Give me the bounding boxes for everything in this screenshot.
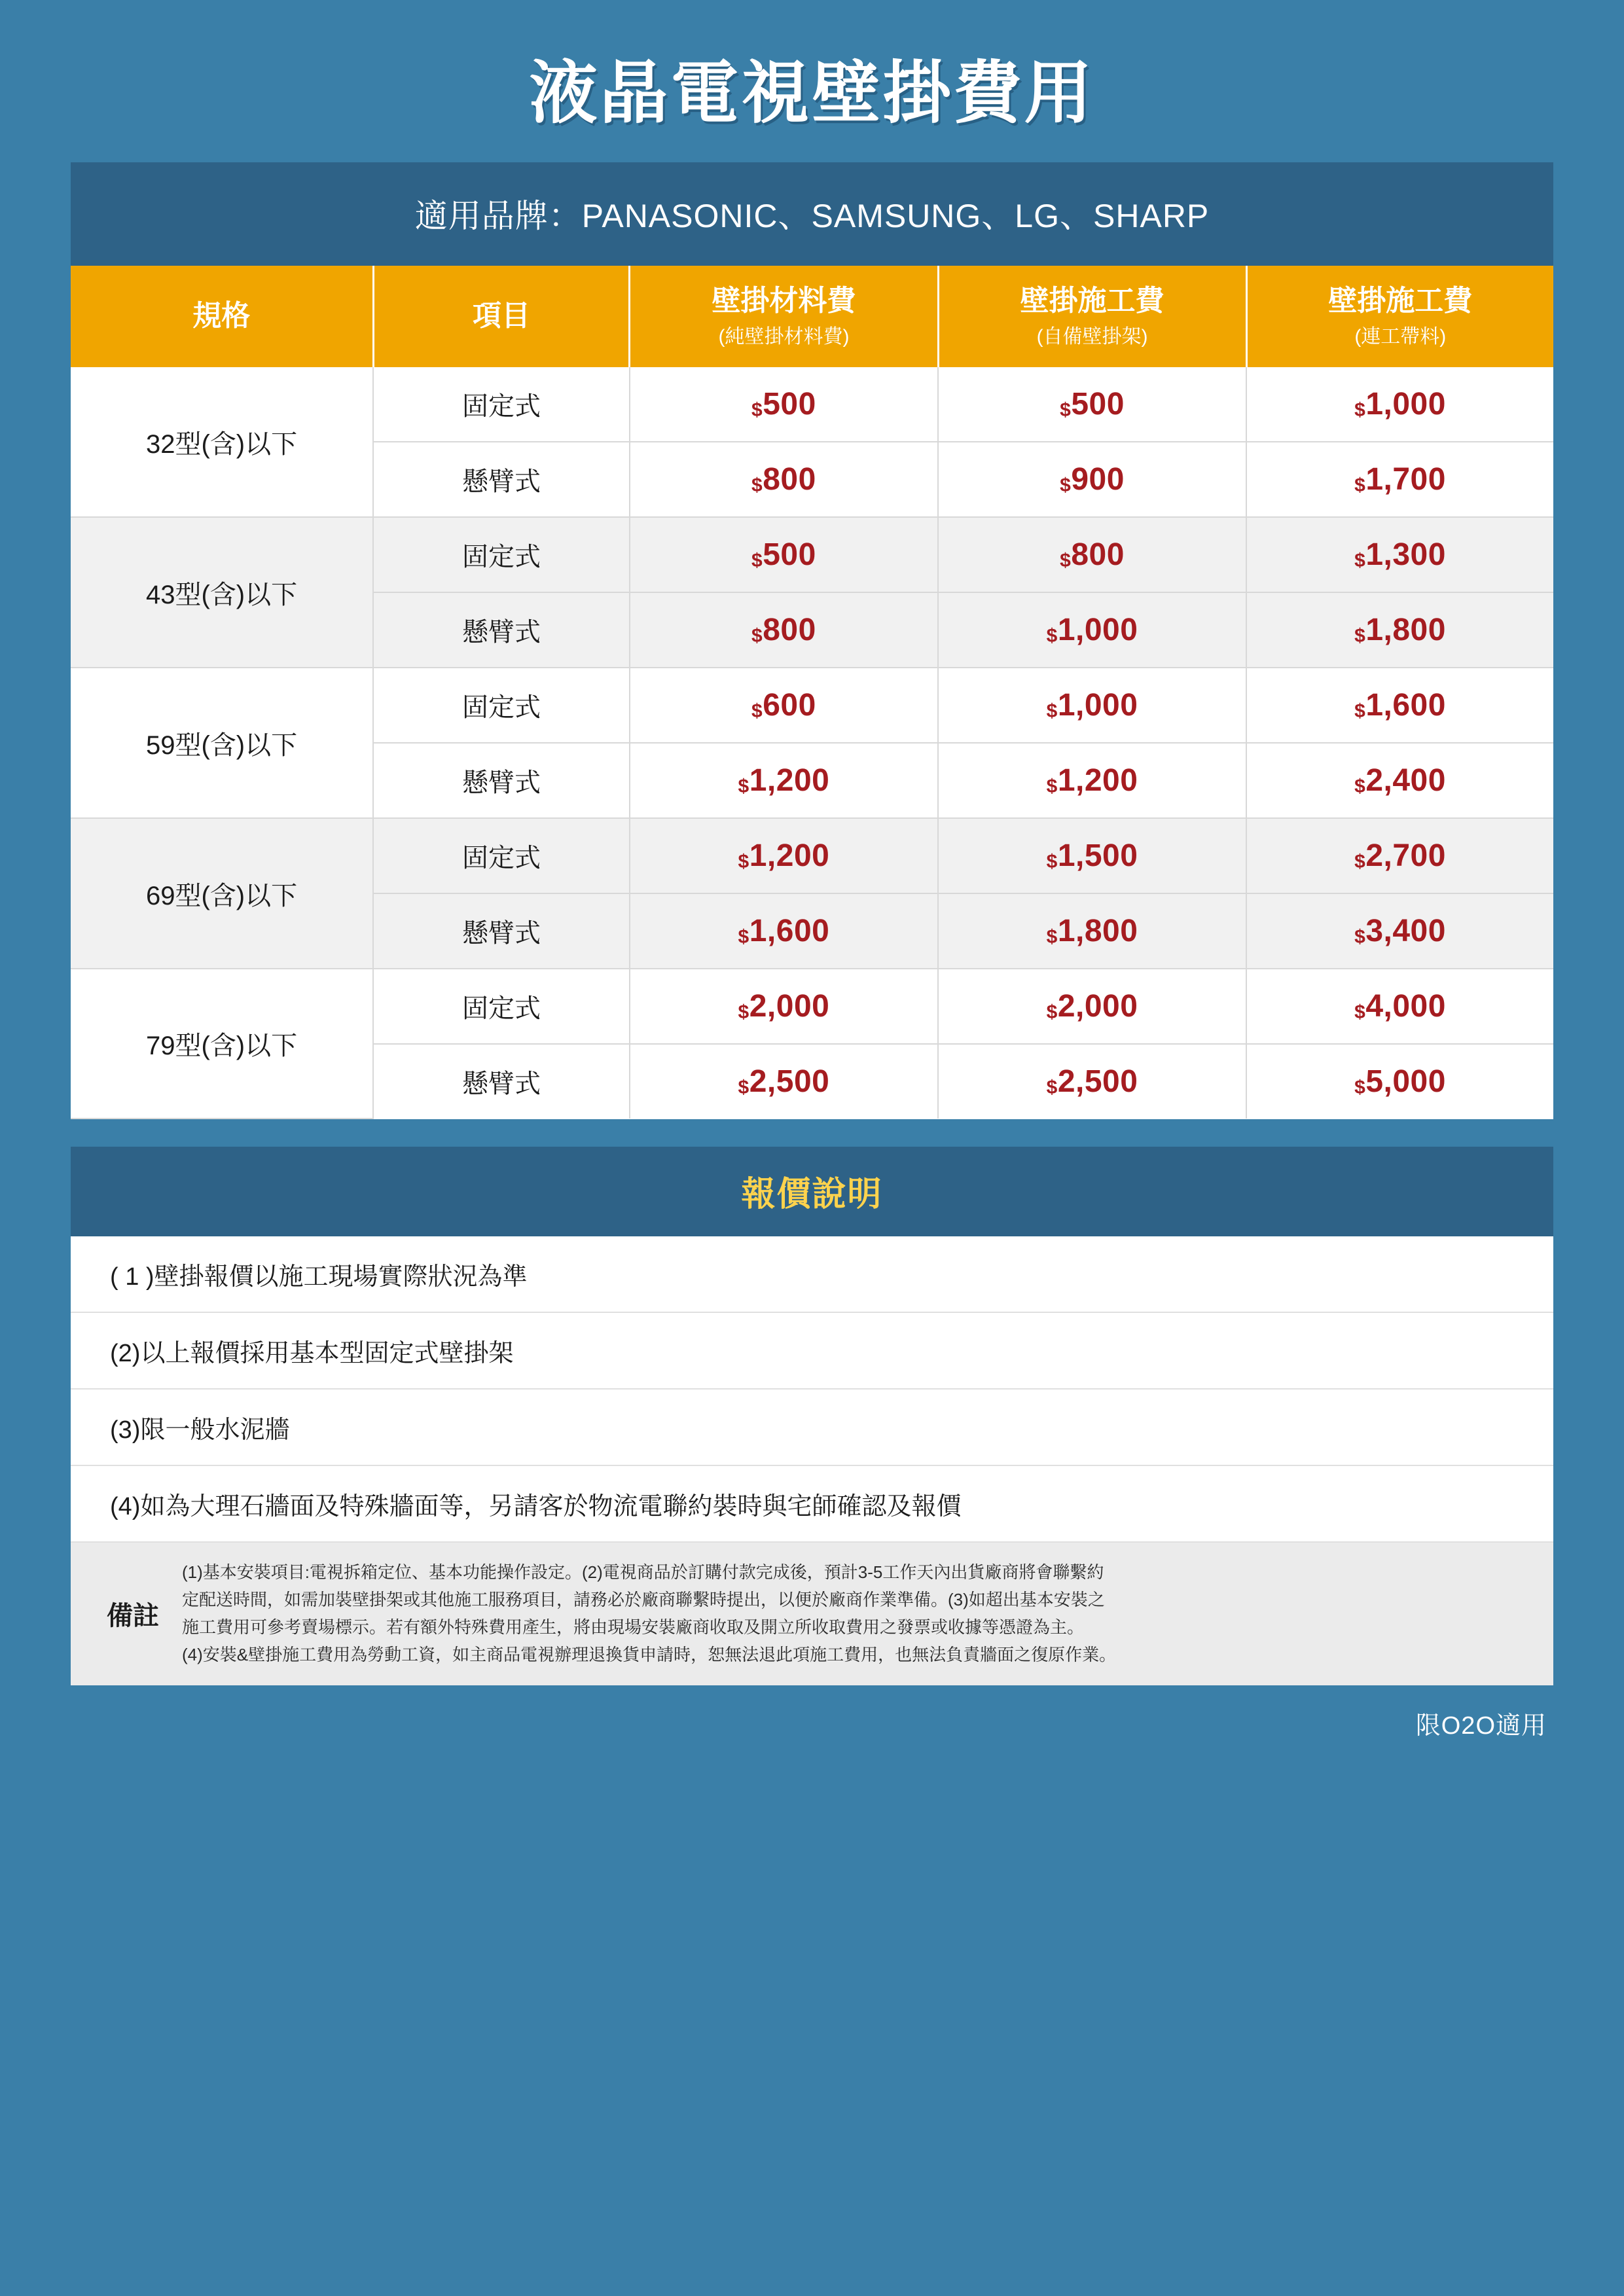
material-fee-cell (630, 969, 938, 1044)
labor-fee-own-bracket-cell (938, 743, 1246, 818)
price-value: 1,600 (1365, 688, 1446, 723)
price-value: 1,800 (1365, 613, 1446, 647)
column-header-item-main: 項目 (472, 300, 530, 332)
currency-symbol: $ (1354, 1001, 1366, 1023)
currency-symbol: $ (1060, 399, 1072, 421)
price-value: 500 (763, 387, 816, 422)
price-value: 2,000 (1057, 989, 1138, 1024)
price-value: 3,400 (1365, 914, 1446, 948)
labor-fee-all-inclusive-cell (1246, 442, 1553, 517)
currency-symbol: $ (1046, 926, 1058, 948)
price-value: 1,700 (1365, 462, 1446, 497)
table-row (71, 818, 1553, 893)
material-fee-cell (630, 1044, 938, 1119)
table-row (71, 517, 1553, 592)
material-fee-cell (630, 818, 938, 893)
item-cell: 懸臂式 (373, 893, 630, 969)
list-item: (4)如為大理石牆面及特殊牆面等，另請客於物流電聯約裝時與宅師確認及報價 (71, 1466, 1553, 1543)
labor-fee-own-bracket-cell (938, 1044, 1246, 1119)
currency-symbol: $ (738, 926, 749, 948)
remark-body (175, 1558, 1530, 1668)
currency-symbol: $ (1354, 399, 1366, 421)
currency-symbol: $ (751, 399, 763, 421)
currency-symbol: $ (1046, 1001, 1058, 1023)
currency-symbol: $ (751, 625, 763, 647)
item-cell: 固定式 (373, 517, 630, 592)
column-header-labor-fee-all-inclusive-sub: (連工帶料) (1354, 326, 1447, 348)
currency-symbol: $ (738, 776, 749, 797)
price-table-header (71, 266, 1553, 367)
item-cell: 固定式 (373, 668, 630, 743)
price-value: 2,000 (749, 989, 830, 1024)
price-value: 5,000 (1365, 1064, 1446, 1099)
item-cell: 固定式 (373, 818, 630, 893)
currency-symbol: $ (1060, 550, 1072, 571)
column-header-labor-fee-own-bracket-main: 壁掛施工費 (1020, 285, 1164, 317)
item-cell: 懸臂式 (373, 442, 630, 517)
price-value: 1,300 (1365, 537, 1446, 572)
price-value: 1,500 (1057, 838, 1138, 873)
price-table-body (71, 367, 1553, 1119)
price-value: 1,200 (1057, 763, 1138, 798)
spec-cell: 69型(含)以下 (71, 818, 373, 969)
labor-fee-all-inclusive-cell (1246, 367, 1553, 442)
column-header-labor-fee-all-inclusive (1246, 266, 1553, 367)
column-header-spec-main: 規格 (192, 300, 251, 332)
currency-symbol: $ (1060, 475, 1072, 496)
currency-symbol: $ (751, 475, 763, 496)
column-header-labor-fee-all-inclusive-main: 壁掛施工費 (1328, 285, 1473, 317)
currency-symbol: $ (1046, 625, 1058, 647)
item-cell: 懸臂式 (373, 592, 630, 668)
remark-label: 備註 (107, 1601, 159, 1630)
price-value: 2,500 (749, 1064, 830, 1099)
price-value: 1,600 (749, 914, 830, 948)
spec-cell: 59型(含)以下 (71, 668, 373, 818)
column-header-labor-fee-own-bracket-sub: (自備壁掛架) (1036, 326, 1148, 348)
labor-fee-all-inclusive-cell (1246, 517, 1553, 592)
labor-fee-own-bracket-cell (938, 442, 1246, 517)
price-value: 2,500 (1057, 1064, 1138, 1099)
item-cell: 懸臂式 (373, 743, 630, 818)
labor-fee-own-bracket-cell (938, 668, 1246, 743)
material-fee-cell (630, 517, 938, 592)
currency-symbol: $ (1354, 550, 1366, 571)
quote-notes-heading: 報價說明 (71, 1147, 1553, 1236)
table-row (71, 969, 1553, 1044)
remark-line: 定配送時間，如需加裝壁掛架或其他施工服務項目，請務必於廠商聯繫時提出，以便於廠商作業準備。(3)如超出基本安裝之 (182, 1590, 1105, 1610)
labor-fee-all-inclusive-cell (1246, 969, 1553, 1044)
list-item: (3)限一般水泥牆 (71, 1390, 1553, 1466)
currency-symbol: $ (1354, 776, 1366, 797)
column-header-spec (71, 266, 373, 367)
price-value: 800 (763, 462, 816, 497)
price-value: 500 (1071, 387, 1125, 422)
labor-fee-all-inclusive-cell (1246, 818, 1553, 893)
price-value: 600 (763, 688, 816, 723)
labor-fee-all-inclusive-cell (1246, 592, 1553, 668)
material-fee-cell (630, 442, 938, 517)
currency-symbol: $ (1354, 625, 1366, 647)
table-row (71, 668, 1553, 743)
item-cell: 固定式 (373, 969, 630, 1044)
material-fee-cell (630, 743, 938, 818)
currency-symbol: $ (1354, 851, 1366, 872)
price-value: 1,000 (1057, 688, 1138, 723)
currency-symbol: $ (1046, 700, 1058, 722)
price-value: 4,000 (1365, 989, 1446, 1024)
column-header-labor-fee-own-bracket (938, 266, 1246, 367)
item-cell: 固定式 (373, 367, 630, 442)
currency-symbol: $ (1046, 776, 1058, 797)
price-value: 2,700 (1365, 838, 1446, 873)
price-value: 1,000 (1057, 613, 1138, 647)
labor-fee-all-inclusive-cell (1246, 668, 1553, 743)
labor-fee-own-bracket-cell (938, 818, 1246, 893)
labor-fee-all-inclusive-cell (1246, 743, 1553, 818)
price-table (71, 266, 1553, 1119)
column-header-material-fee-main: 壁掛材料費 (712, 285, 856, 317)
currency-symbol: $ (1354, 926, 1366, 948)
material-fee-cell (630, 592, 938, 668)
column-header-material-fee (630, 266, 938, 367)
price-value: 800 (763, 613, 816, 647)
labor-fee-own-bracket-cell (938, 592, 1246, 668)
price-value: 800 (1071, 537, 1125, 572)
price-value: 1,800 (1057, 914, 1138, 948)
labor-fee-own-bracket-cell (938, 969, 1246, 1044)
labor-fee-own-bracket-cell (938, 367, 1246, 442)
remark-line: 施工費用可參考賣場標示。若有額外特殊費用產生，將由現場安裝廠商收取及開立所收取費用之發票或收據等憑證為主。 (182, 1617, 1085, 1638)
labor-fee-own-bracket-cell (938, 893, 1246, 969)
list-item: ( 1 )壁掛報價以施工現場實際狀況為準 (71, 1236, 1553, 1313)
material-fee-cell (630, 668, 938, 743)
price-value: 1,000 (1365, 387, 1446, 422)
remark-line: (1)基本安裝項目:電視拆箱定位、基本功能操作設定。(2)電視商品於訂購付款完成後，預計3-5工作天內出貨廠商將會聯繫約 (182, 1562, 1104, 1582)
price-value: 1,200 (749, 838, 830, 873)
currency-symbol: $ (751, 550, 763, 571)
applicable-brands-bar: 適用品牌：PANASONIC、SAMSUNG、LG、SHARP (71, 162, 1553, 266)
list-item: (2)以上報價採用基本型固定式壁掛架 (71, 1313, 1553, 1390)
labor-fee-all-inclusive-cell (1246, 1044, 1553, 1119)
currency-symbol: $ (1354, 700, 1366, 722)
remark-line: (4)安裝&壁掛施工費用為勞動工資，如主商品電視辦理退換貨申請時，恕無法退此項施工費用，也無法負責牆面之復原作業。 (182, 1645, 1117, 1665)
material-fee-cell (630, 893, 938, 969)
currency-symbol: $ (1354, 1077, 1366, 1098)
spec-cell: 32型(含)以下 (71, 367, 373, 517)
footer-note: 限O2O適用 (1415, 1712, 1547, 1740)
spec-cell: 79型(含)以下 (71, 969, 373, 1119)
currency-symbol: $ (1046, 1077, 1058, 1098)
item-cell: 懸臂式 (373, 1044, 630, 1119)
currency-symbol: $ (1354, 475, 1366, 496)
remark-block (71, 1543, 1553, 1685)
price-value: 1,200 (749, 763, 830, 798)
quote-notes-list (71, 1236, 1553, 1685)
page-title: 液晶電視壁掛費用 (529, 56, 1095, 132)
price-value: 500 (763, 537, 816, 572)
material-fee-cell (630, 367, 938, 442)
labor-fee-all-inclusive-cell (1246, 893, 1553, 969)
currency-symbol: $ (751, 700, 763, 722)
currency-symbol: $ (738, 851, 749, 872)
currency-symbol: $ (738, 1077, 749, 1098)
spec-cell: 43型(含)以下 (71, 517, 373, 668)
currency-symbol: $ (1046, 851, 1058, 872)
table-row (71, 367, 1553, 442)
currency-symbol: $ (738, 1001, 749, 1023)
labor-fee-own-bracket-cell (938, 517, 1246, 592)
column-header-material-fee-sub: (純壁掛材料費) (718, 326, 850, 348)
column-header-item (373, 266, 630, 367)
price-value: 2,400 (1365, 763, 1446, 798)
price-value: 900 (1071, 462, 1125, 497)
